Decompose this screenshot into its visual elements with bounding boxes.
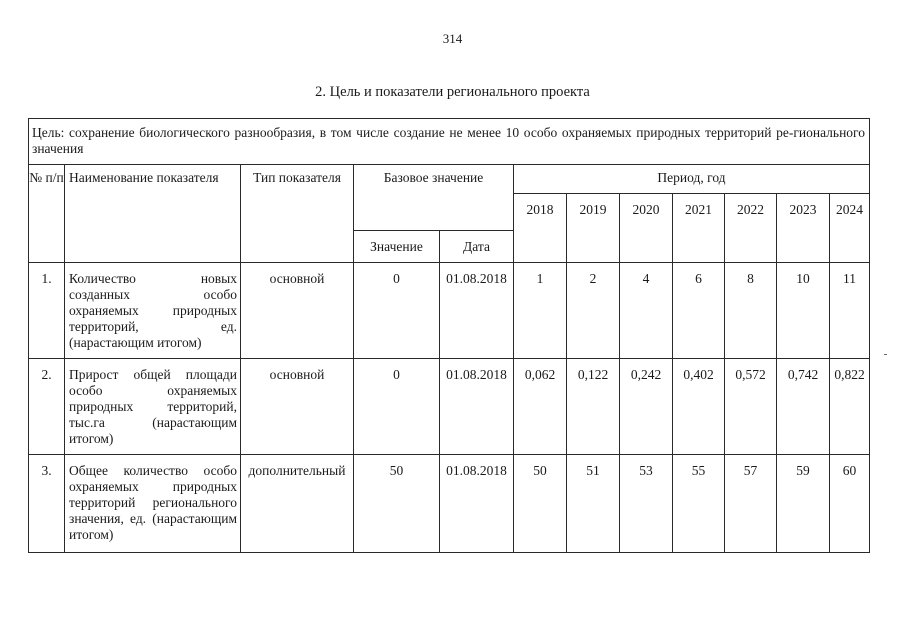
header-year-2022: 2022 bbox=[725, 194, 777, 263]
header-period: Период, год bbox=[514, 165, 870, 194]
header-year-2021: 2021 bbox=[673, 194, 725, 263]
indicator-name: Прирост общей площади особо охраняемых природных территорий, тыс.га (нарастающим итогом) bbox=[65, 359, 241, 455]
value-2018: 50 bbox=[514, 455, 567, 553]
header-year-2023: 2023 bbox=[777, 194, 830, 263]
indicator-name: Количество новых созданных особо охраняемых природных территорий, ед. (нарастающим итогом) bbox=[65, 263, 241, 359]
table-row bbox=[29, 263, 870, 359]
base-value: 0 bbox=[354, 359, 440, 455]
stray-mark bbox=[884, 354, 887, 355]
header-year-2020: 2020 bbox=[620, 194, 673, 263]
value-2023: 59 bbox=[777, 455, 830, 553]
value-2024: 0,822 bbox=[830, 359, 870, 455]
base-date: 01.08.2018 bbox=[440, 359, 514, 455]
header-base-value: Значение bbox=[354, 231, 440, 263]
table-row bbox=[29, 359, 870, 455]
value-2022: 8 bbox=[725, 263, 777, 359]
header-base: Базовое значение bbox=[354, 165, 514, 231]
value-2024: 60 bbox=[830, 455, 870, 553]
base-date: 01.08.2018 bbox=[440, 455, 514, 553]
table-row bbox=[29, 455, 870, 553]
value-2021: 0,402 bbox=[673, 359, 725, 455]
header-no: № п/п bbox=[29, 165, 65, 263]
indicator-type: дополнительный bbox=[241, 455, 354, 553]
value-2023: 0,742 bbox=[777, 359, 830, 455]
header-base-date: Дата bbox=[440, 231, 514, 263]
value-2024: 11 bbox=[830, 263, 870, 359]
page-number: 314 bbox=[442, 31, 463, 46]
value-2021: 55 bbox=[673, 455, 725, 553]
value-2022: 57 bbox=[725, 455, 777, 553]
value-2019: 2 bbox=[567, 263, 620, 359]
value-2021: 6 bbox=[673, 263, 725, 359]
value-2019: 51 bbox=[567, 455, 620, 553]
base-value: 50 bbox=[354, 455, 440, 553]
base-date: 01.08.2018 bbox=[440, 263, 514, 359]
row-number: 2. bbox=[29, 359, 65, 455]
value-2018: 1 bbox=[514, 263, 567, 359]
base-value: 0 bbox=[354, 263, 440, 359]
row-number: 3. bbox=[29, 455, 65, 553]
header-year-2018: 2018 bbox=[514, 194, 567, 263]
indicators-table bbox=[28, 118, 870, 553]
value-2022: 0,572 bbox=[725, 359, 777, 455]
value-2020: 4 bbox=[620, 263, 673, 359]
section-title: 2. Цель и показатели регионального проекта bbox=[315, 84, 590, 100]
value-2019: 0,122 bbox=[567, 359, 620, 455]
value-2020: 53 bbox=[620, 455, 673, 553]
header-year-2024: 2024 bbox=[830, 194, 870, 263]
indicator-type: основной bbox=[241, 263, 354, 359]
value-2020: 0,242 bbox=[620, 359, 673, 455]
row-number: 1. bbox=[29, 263, 65, 359]
indicator-name: Общее количество особо охраняемых природных территорий регионального значения, ед. (нарастающим итогом) bbox=[65, 455, 241, 553]
header-name: Наименование показателя bbox=[65, 165, 241, 263]
header-type: Тип показателя bbox=[241, 165, 354, 263]
goal-row: Цель: сохранение биологического разнообразия, в том числе создание не менее 10 особо охраняемых природных территорий ре-гионального значения bbox=[29, 119, 870, 165]
value-2023: 10 bbox=[777, 263, 830, 359]
value-2018: 0,062 bbox=[514, 359, 567, 455]
indicator-type: основной bbox=[241, 359, 354, 455]
header-year-2019: 2019 bbox=[567, 194, 620, 263]
